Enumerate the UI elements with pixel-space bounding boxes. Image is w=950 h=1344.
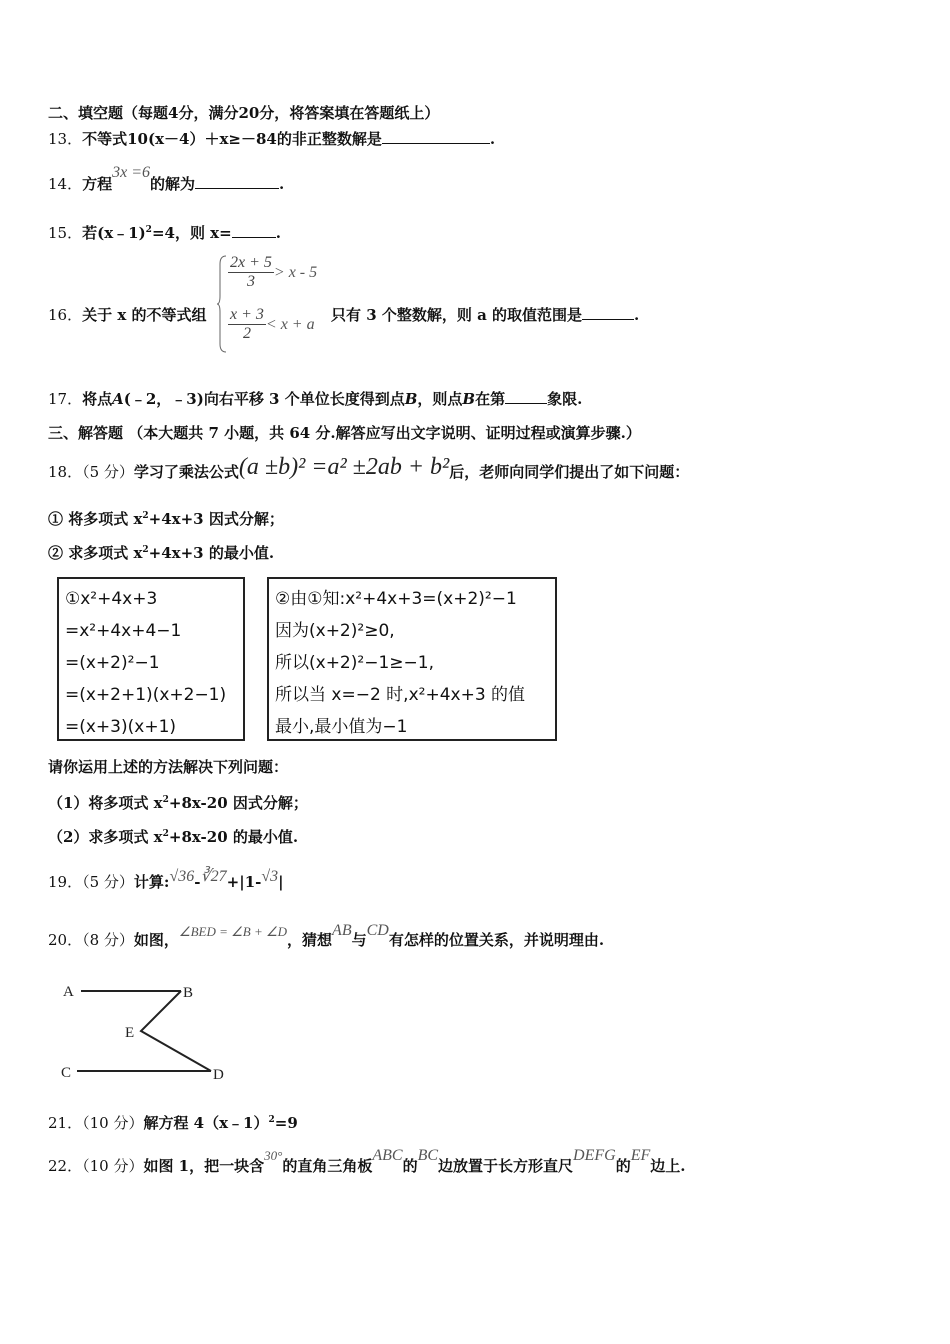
q18-solution-box-1 [57,577,245,741]
q13-answer-blank[interactable] [382,129,490,144]
question-16-tail [331,305,639,325]
q18-solution-box-2 [267,577,557,741]
box2-line: 所以(x+2)²−1≥−1, [275,653,434,673]
q16-ineq1-denominator: 3 [246,273,255,290]
section2-header: 二、填空题（每题4分，满分20分，将答案填在答题纸上） [48,104,440,122]
q14-pre: 方程 [82,175,113,193]
q17-text-a: 将点 [82,390,113,408]
box2-line: 所以当 x=−2 时,x²+4x+3 的值 [275,685,526,705]
q14-equation: 3x =6 [112,164,151,181]
question-21 [48,1110,298,1133]
q16-pre: 关于 x 的不等式组 [82,306,207,324]
q13-post: 的非正整数解是 [276,130,382,148]
q16-ineq1-numerator: 2x + 5 [230,254,272,271]
q16-post: 只有 3 个整数解，则 a 的取值范围是 [331,306,583,324]
q15-exponent: 2 [145,225,152,235]
q19-score: （5 分） [82,873,134,891]
q13-pre: 不等式 [82,130,128,148]
label-a: A [63,984,74,1000]
q16-inequality-system [216,254,331,354]
q18-score: （5 分） [82,463,134,481]
q22-mid3: 边放置于长方形直尺 [438,1157,574,1175]
question-18 [48,454,690,482]
q22-mid1: 的直角三角板 [282,1157,373,1175]
q20-condition: ∠BED = ∠B + ∠D [178,924,288,939]
q20-mid2: 与 [351,931,367,949]
q16-ineq2-denominator: 2 [242,325,251,342]
box1-line: =(x+3)(x+1) [65,717,177,737]
question-20 [48,922,605,951]
q21-pre: 解方程 4（x﹣1） [143,1114,269,1132]
q20-score: （8 分） [82,931,134,949]
q19-abs-open: +|1- [226,873,262,891]
q19-number: 19． [48,873,83,891]
q22-mid4: 的 [615,1157,631,1175]
q16-ineq1-rhs: > x - 5 [273,264,318,281]
q22-post: 边上. [650,1157,686,1175]
q19-sqrt-3: √3 [261,868,279,885]
q22-abc: ABC [372,1147,403,1164]
box2-line: ②由①知:x²+4x+3=(x+2)²−1 [275,589,517,609]
q20-figure [55,975,245,1085]
q18-prompt: 请你运用上述的方法解决下列问题： [48,758,289,776]
q15-pre: 若(x﹣1) [82,224,146,242]
q20-cd: CD [366,922,389,939]
segment-bed [141,991,211,1071]
question-15 [48,220,281,243]
q17-point-a: A [112,390,124,408]
q19-cbrt-27: ∛27 [200,868,227,885]
q17-point-b: B [404,390,418,408]
q16-end: . [634,306,640,324]
q17-end: 象限. [547,390,583,408]
q22-bc: BC [417,1147,439,1164]
box1-line: =x²+4x+4−1 [65,621,182,641]
left-brace-icon [216,254,228,354]
box2-line: 因为(x+2)²≥0, [275,621,395,641]
section3-header: 三、解答题 （本大题共 7 小题，共 64 分.解答应写出文字说明、证明过程或演算步骤.） [48,424,641,442]
q22-degree: 30° [264,1148,283,1163]
q15-number: 15． [48,224,83,242]
q22-defg: DEFG [573,1147,616,1164]
q17-text-b: 向右平移 3 个单位长度得到点 [203,390,405,408]
q22-number: 22． [48,1157,83,1175]
q14-number: 14． [48,175,83,193]
box1-line: =(x+2+1)(x+2−1) [65,685,227,705]
q17-answer-blank[interactable] [505,389,547,404]
q21-score: （10 分） [82,1114,144,1132]
q17-point-b2: B [462,390,476,408]
q20-ab: AB [332,922,352,939]
q21-post: =9 [274,1114,298,1132]
box1-line: =(x+2)²−1 [65,653,160,673]
label-c: C [61,1065,72,1081]
q18-task-1: ① 将多项式 $x^2+4x+3$ 因式分解； [48,510,284,528]
question-19 [48,868,284,893]
q17-text-c: ，则点 [417,390,463,408]
label-b: B [183,985,194,1001]
q21-exponent: 2 [268,1115,275,1125]
q18-formula: (a ±b)² =a² ±2ab + b² [238,454,450,480]
q13-end: . [489,130,496,148]
q18-subquestion-2: （2）求多项式 $x^2+8x-20$ 的最小值. [48,828,299,846]
q15-answer-blank[interactable] [232,223,276,238]
q21-number: 21． [48,1114,83,1132]
q13-number: 13． [48,130,83,148]
q17-number: 17． [48,390,83,408]
q14-answer-blank[interactable] [195,174,279,189]
q18-pre: 学习了乘法公式 [133,463,239,481]
q22-ef: EF [630,1147,651,1164]
question-17 [48,389,582,409]
q14-end: . [279,175,285,193]
q18-subquestion-1: （1）将多项式 $x^2+8x-20$ 因式分解； [48,794,308,812]
q19-minus: - [194,873,201,891]
q16-number: 16． [48,306,83,324]
q16-ineq2-rhs: < x + a [265,316,315,333]
q20-post: 有怎样的位置关系，并说明理由. [388,931,605,949]
q19-sqrt-36: √36 [169,868,195,885]
q20-mid1: ，猜想 [287,931,333,949]
q18-post: 后，老师向同学们提出了如下问题： [449,463,690,481]
q13-expr: 10(x－4）＋x≥－84 [127,130,277,148]
q19-abs-close: | [278,873,284,891]
q16-ineq2-fraction [228,306,266,343]
box2-line: 最小,最小值为−1 [275,717,408,737]
q22-mid2: 的 [402,1157,418,1175]
question-16 [48,305,206,325]
question-13 [48,129,495,149]
label-e: E [125,1025,135,1041]
q20-number: 20． [48,931,83,949]
q17-text-d: 在第 [475,390,506,408]
q14-post: 的解为 [150,175,196,193]
box1-line: ①x²+4x+3 [65,589,158,609]
q18-task-2: ② 求多项式 $x^2+4x+3$ 的最小值. [48,544,275,562]
q18-number: 18． [48,463,83,481]
q20-pre: 如图， [133,931,179,949]
q17-coords: (﹣2，﹣3) [123,390,204,408]
q15-end: . [275,224,281,242]
label-d: D [213,1067,224,1083]
q16-ineq2-numerator: x + 3 [230,306,264,323]
q19-pre: 计算: [133,873,170,891]
question-22 [48,1147,686,1177]
q22-pre: 如图 1，把一块含 [143,1157,265,1175]
q16-ineq1-fraction [228,254,274,291]
q22-score: （10 分） [82,1157,144,1175]
question-14 [48,164,285,195]
q15-post: =4，则 x= [151,224,232,242]
q16-answer-blank[interactable] [582,305,634,320]
